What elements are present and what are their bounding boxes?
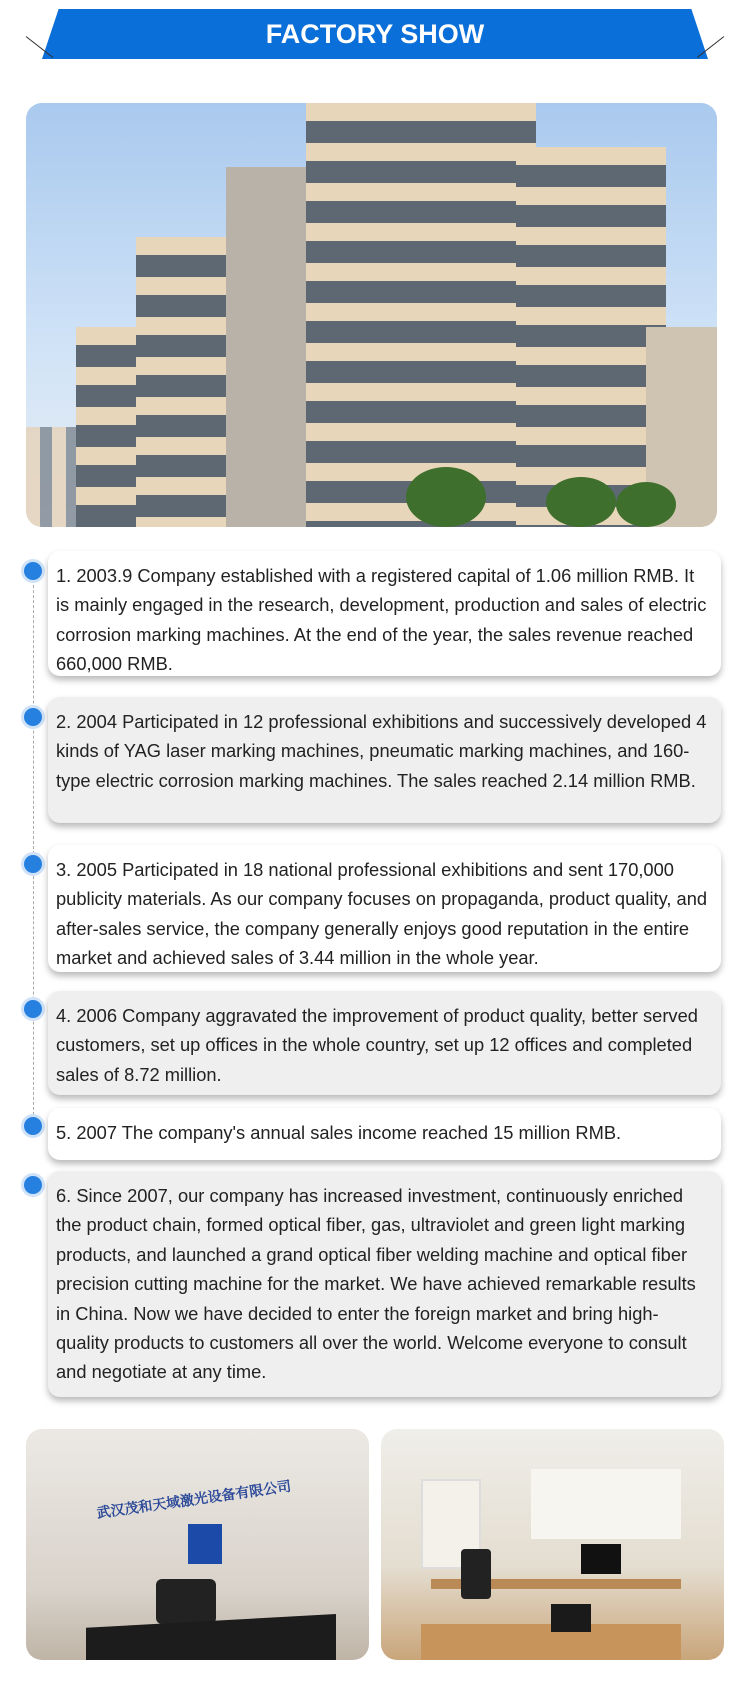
- timeline-text: 5. 2007 The company's annual sales income reached 15 million RMB.: [56, 1122, 622, 1143]
- timeline-card: [48, 1108, 721, 1160]
- office-photo: [381, 1429, 724, 1660]
- timeline-card: [48, 1171, 721, 1397]
- factory-building-photo: [26, 103, 717, 527]
- timeline-dot: [24, 1117, 42, 1135]
- timeline-dot: [24, 562, 42, 580]
- timeline-dot: [24, 708, 42, 726]
- timeline-card: [48, 697, 721, 823]
- timeline-text: 2. 2004 Participated in 12 professional exhibitions and successively developed 4 kinds of YAG laser marking machines, pneumatic marking machines, and 160-type electric corrosion marking machines. The sales reached 2.14 million RMB.: [56, 711, 707, 791]
- timeline-line: [33, 570, 34, 1130]
- reception-photo: [26, 1429, 369, 1660]
- company-sign: 武汉茂和天域激光设备有限公司: [95, 1477, 293, 1521]
- timeline-card: [48, 551, 721, 676]
- section-banner: [42, 9, 708, 59]
- timeline-card: [48, 991, 721, 1095]
- section-title: FACTORY SHOW: [265, 18, 485, 49]
- timeline-dot: [24, 1000, 42, 1018]
- timeline-dot: [24, 1176, 42, 1194]
- timeline-text: 3. 2005 Participated in 18 national professional exhibitions and sent 170,000 publicity materials. As our company focuses on propaganda, product quality, and after-sales service, the company generally enjoys good reputation in the entire market and achieved sales of 3.44 million in the whole year.: [56, 859, 708, 969]
- timeline-text: 4. 2006 Company aggravated the improvement of product quality, better served customers, set up offices in the whole country, set up 12 offices and completed sales of 8.72 million.: [56, 1005, 698, 1085]
- timeline-text: 1. 2003.9 Company established with a registered capital of 1.06 million RMB. It is mainly engaged in the research, development, production and sales of electric corrosion marking machines. At the end of the year, the sales revenue reached 660,000 RMB.: [56, 565, 707, 675]
- timeline-card: [48, 845, 721, 972]
- timeline-dot: [24, 855, 42, 873]
- timeline-text: 6. Since 2007, our company has increased investment, continuously enriched the product chain, formed optical fiber, gas, ultraviolet and green light marking products, and launched a grand optical fiber welding machine and optical fiber precision cutting machine for the market. We have achieved remarkable results in China. Now we have decided to enter the foreign market and bring high-quality products to customers all over the world. Welcome everyone to consult and negotiate at any time.: [56, 1185, 696, 1383]
- company-logo: [188, 1524, 222, 1564]
